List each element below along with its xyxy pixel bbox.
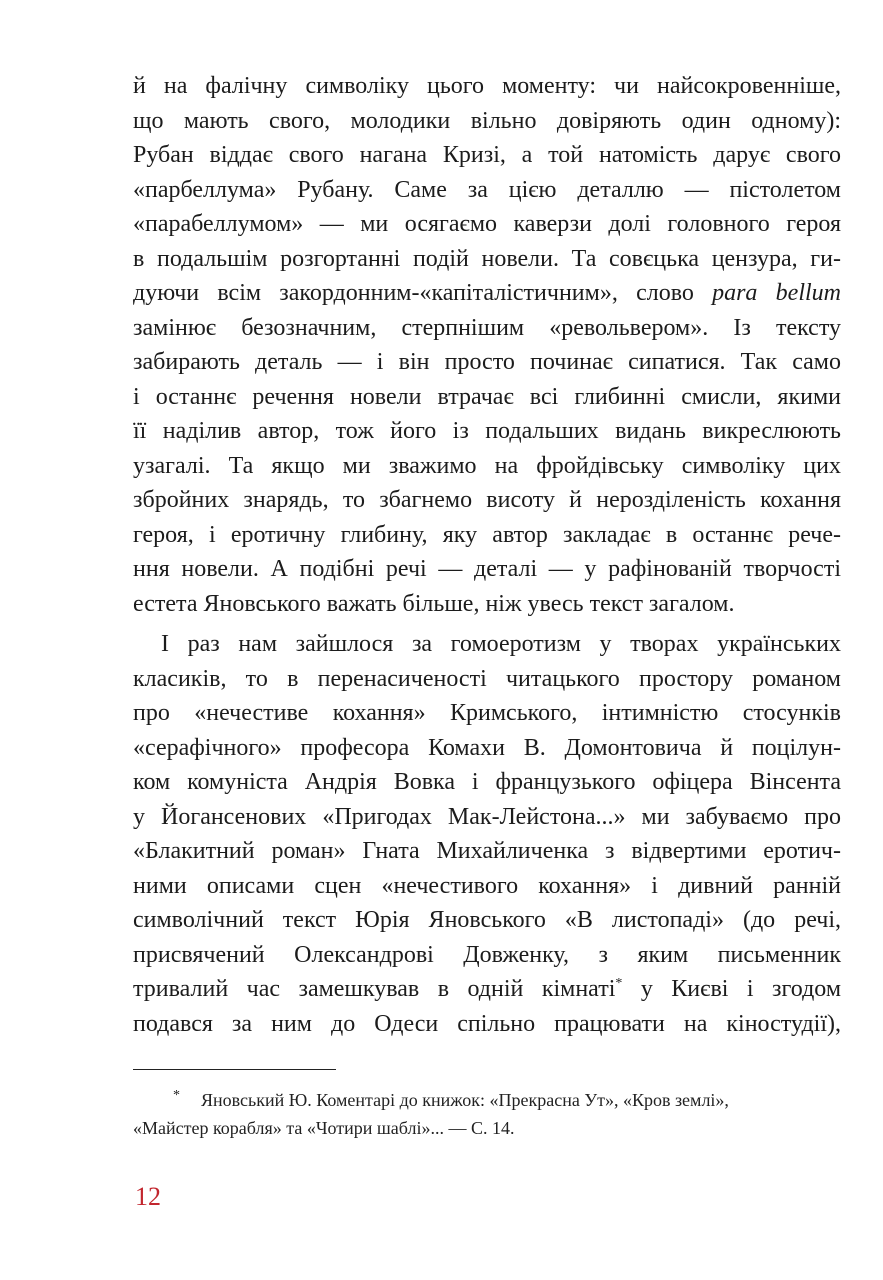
text-line: «серафічного» професора Комахи В. Домонтовича й поцілун- xyxy=(133,734,841,761)
text-line: «парабеллумом» — ми осягаємо каверзи долі головного героя xyxy=(133,211,841,237)
text-segment: у Києві і згодом xyxy=(622,976,842,1002)
text-line: замінює безозначним, стерпнішим «револьвером». Із тексту xyxy=(133,314,841,341)
page-number: 12 xyxy=(135,1182,161,1211)
footnote-divider xyxy=(133,1069,336,1070)
text-line: про «нечестиве кохання» Кримського, інтимністю стосунків xyxy=(133,700,841,726)
text-segment: тривалий час замешкував в одній кімнаті xyxy=(133,976,616,1002)
text-line: І раз нам зайшлося за гомоеротизм у творах українських xyxy=(161,631,841,657)
paragraph-2 xyxy=(133,627,841,1041)
text-line: і останнє речення новели втрачає всі глибинні смисли, якими xyxy=(133,383,841,410)
text-line: подався за ним до Одеси спільно працювати на кіностудії), xyxy=(133,1010,841,1037)
text-line: й на фалічну символіку цього моменту: чи найсокровенніше, xyxy=(133,73,841,99)
text-line: «парбеллума» Рубану. Саме за цією деталлю — пістолетом xyxy=(133,176,841,203)
main-text xyxy=(133,69,841,1041)
paragraph-1 xyxy=(133,69,841,621)
footnote-line: Яновський Ю. Коментарі до книжок: «Прекрасна Ут», «Кров землі», xyxy=(201,1090,729,1110)
text-line: забирають деталь — і він просто починає сипатися. Так само xyxy=(133,349,841,375)
text-line xyxy=(133,276,841,311)
text-line: її наділив автор, тож його із подальших видань викреслюють xyxy=(133,418,841,444)
text-line: в подальшім розгортанні подій новели. Та совєцька цензура, ги- xyxy=(133,245,841,272)
footnote-mark: * xyxy=(173,1088,180,1103)
italic-phrase: para bellum xyxy=(712,280,841,306)
text-line: естета Яновського важать більше, ніж увесь текст загалом. xyxy=(133,590,735,617)
text-line: у Йогансенових «Пригодах Мак-Лейстона...» ми забуваємо про xyxy=(133,803,841,830)
text-line: «Блакитний роман» Гната Михайличенка з відвертими еротич- xyxy=(133,838,841,864)
footnote-reference: * xyxy=(615,976,623,991)
text-line: ними описами сцен «нечестивого кохання» і дивний ранній xyxy=(133,872,841,899)
text-line: узагалі. Та якщо ми зважимо на фройдівську символіку цих xyxy=(133,452,841,479)
text-line xyxy=(133,972,841,1007)
text-line: ком комуніста Андрія Вовка і французького офіцера Вінсента xyxy=(133,769,841,795)
text-line: що мають свого, молодики вільно довіряють один одному): xyxy=(133,107,841,134)
text-segment: дуючи всім закордонним-«капіталістичним», слово xyxy=(133,280,713,306)
footnote xyxy=(133,1086,841,1142)
text-line: символічний текст Юрія Яновського «В листопаді» (до речі, xyxy=(133,907,841,933)
text-line: збройних знарядь, то збагнемо висоту й нерозділеність кохання xyxy=(133,487,841,513)
footnote-line: «Майстер корабля» та «Чотири шаблі»... — С. 14. xyxy=(133,1118,515,1138)
text-line: Рубан віддає свого нагана Кризі, а той натомість дарує свого xyxy=(133,142,841,168)
text-line: класиків, то в перенасиченості читацького простору романом xyxy=(133,665,841,692)
text-line: героя, і еротичну глибину, яку автор закладає в останнє рече- xyxy=(133,521,841,548)
text-line: ння новели. А подібні речі — деталі — у рафінованій творчості xyxy=(133,556,841,582)
text-line: присвячений Олександрові Довженку, з яким письменник xyxy=(133,941,841,968)
